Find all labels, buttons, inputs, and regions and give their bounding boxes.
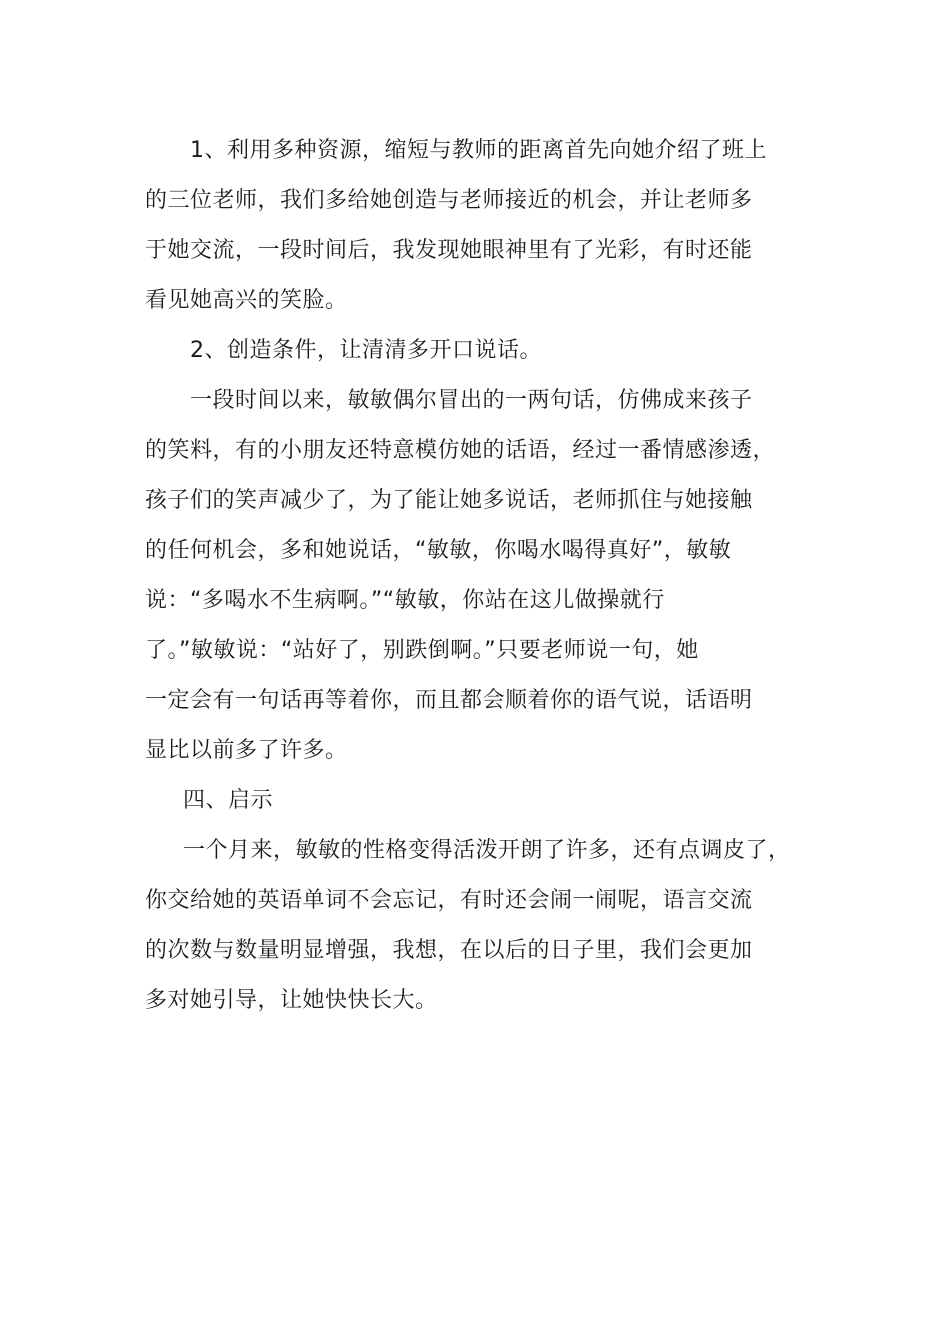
paragraph-3-line-1: 一个月来，敏敏的性格变得活泼开朗了许多，还有点调皮了， [183, 838, 791, 863]
section-heading-2: 2、创造条件，让清清多开口说话。 [190, 338, 542, 363]
paragraph-1-line-4: 看见她高兴的笑脸。 [145, 288, 348, 313]
paragraph-1-line-3: 于她交流，一段时间后，我发现她眼神里有了光彩，有时还能 [145, 238, 753, 263]
paragraph-2-line-1: 一段时间以来，敏敏偶尔冒出的一两句话，仿佛成来孩子 [190, 388, 753, 413]
paragraph-3-line-4: 多对她引导，让她快快长大。 [145, 988, 438, 1013]
paragraph-2-line-7: 一定会有一句话再等着你，而且都会顺着你的语气说，话语明 [145, 688, 753, 713]
section-heading-4: 四、启示 [183, 788, 274, 813]
paragraph-2-line-5: 说：“多喝水不生病啊。”“敏敏，你站在这儿做操就行 [145, 588, 665, 613]
paragraph-1-line-2: 的三位老师，我们多给她创造与老师接近的机会，并让老师多 [145, 188, 753, 213]
paragraph-2-line-4: 的任何机会，多和她说话，“敏敏，你喝水喝得真好”，敏敏 [145, 538, 732, 563]
paragraph-2-line-8: 显比以前多了许多。 [145, 738, 348, 763]
paragraph-1-line-1: 1、利用多种资源，缩短与教师的距离首先向她介绍了班上 [190, 138, 767, 163]
paragraph-3-line-3: 的次数与数量明显增强，我想，在以后的日子里，我们会更加 [145, 938, 753, 963]
paragraph-2-line-3: 孩子们的笑声减少了，为了能让她多说话，老师抓住与她接触 [145, 488, 753, 513]
paragraph-2-line-6: 了。”敏敏说：“站好了，别跌倒啊。”只要老师说一句，她 [145, 638, 699, 663]
paragraph-2-line-2: 的笑料，有的小朋友还特意模仿她的话语，经过一番情感渗透， [145, 438, 776, 463]
paragraph-3-line-2: 你交给她的英语单词不会忘记，有时还会闹一闹呢，语言交流 [145, 888, 753, 913]
